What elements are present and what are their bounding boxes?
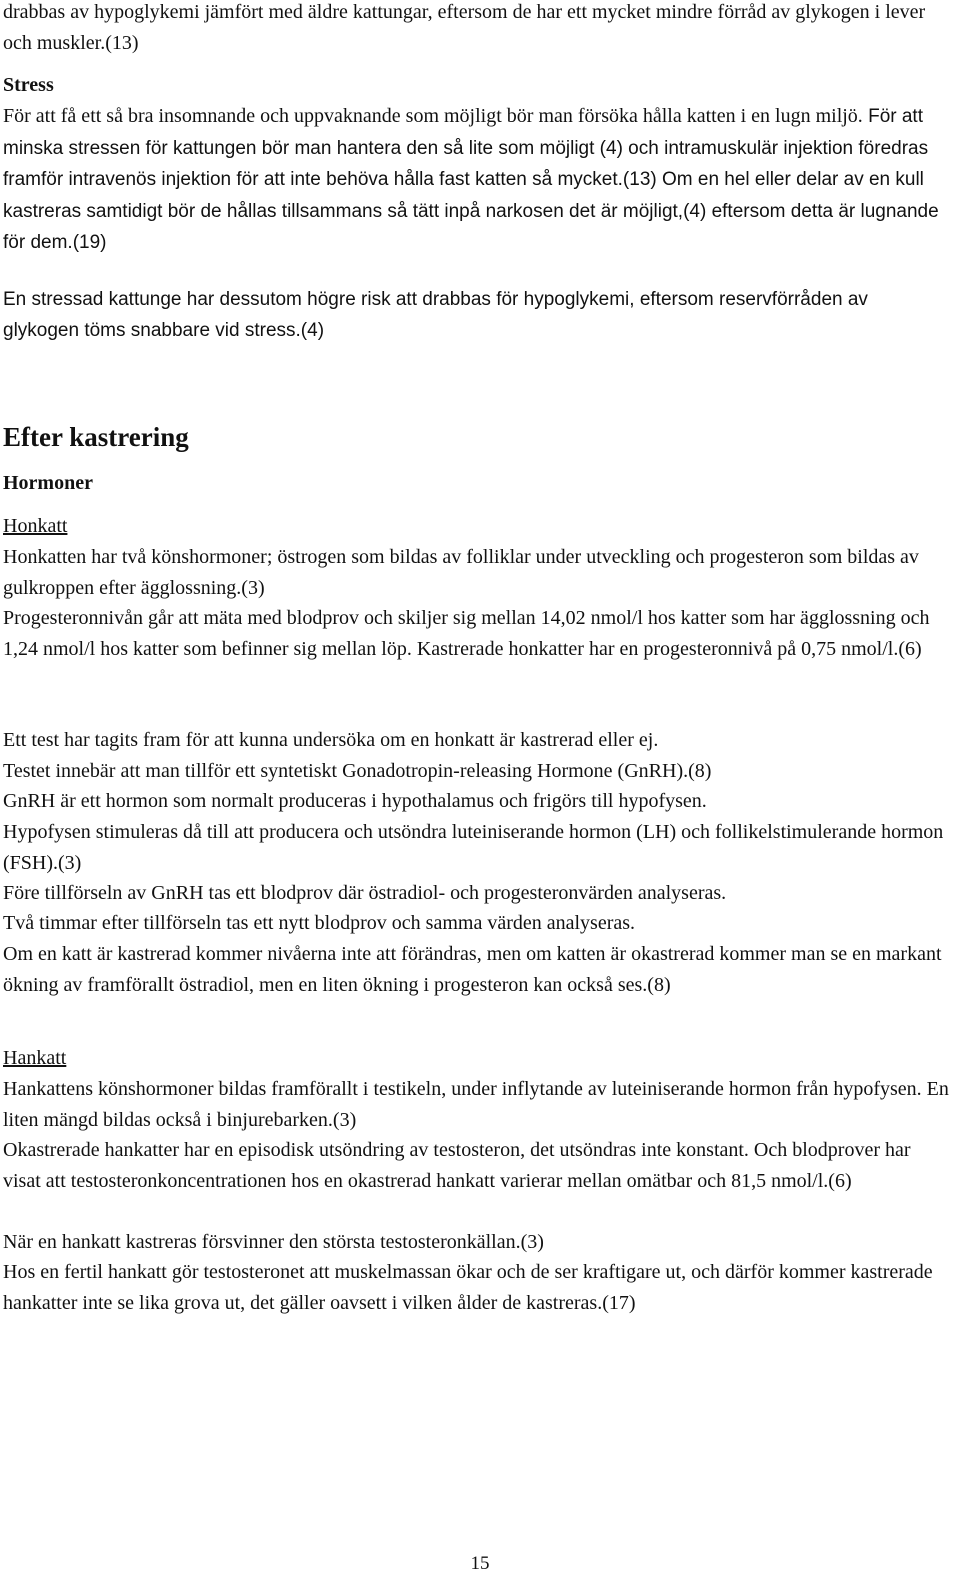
paragraph-honkatt-3: Ett test har tagits fram för att kunna undersöka om en honkatt är kastrerad eller ej.: [3, 729, 659, 751]
paragraph-stress-1: [3, 101, 949, 259]
stress-text-b: För att minska stressen för kattungen bör man hantera den så lite som möjligt (4) och intramuskulär injektion föredras framför intravenös injektion för att inte behöva hålla fast katten så mycket.(13) Om en hel eller delar av en kull kastreras samtidigt bör de hållas tillsammans så tätt inpå narkosen det är möjligt,(4) eftersom detta är lugnande för dem.(19): [3, 106, 939, 253]
paragraph-honkatt-7: Före tillförseln av GnRH tas ett blodprov där östradiol- och progesteronvärden analyseras.: [3, 882, 727, 904]
paragraph-stress-2: En stressad kattunge har dessutom högre risk att drabbas för hypoglykemi, eftersom reservförråden av glykogen töms snabbare vid stress.(4): [3, 289, 868, 341]
paragraph-honkatt-8: Två timmar efter tillförseln tas ett nytt blodprov och samma värden analyseras.: [3, 912, 636, 934]
paragraph-honkatt-1: Honkatten har två könshormoner; östrogen som bildas av folliklar under utveckling och progesteron som bildas av gulkroppen efter ägglossning.(3): [3, 546, 919, 599]
paragraph-hankatt-4: Hos en fertil hankatt gör testosteronet att muskelmassan ökar och de ser kraftigare ut, och därför kommer kastrerade hankatter inte se lika grova ut, det gäller oavsett i vilken ålder de kastreras.(17): [3, 1261, 933, 1314]
paragraph-honkatt-5: GnRH är ett hormon som normalt produceras i hypothalamus och frigörs till hypofysen.: [3, 790, 707, 812]
heading-hankatt: Hankatt: [3, 1047, 67, 1069]
paragraph-hypoglycemia: drabbas av hypoglykemi jämfört med äldre kattungar, eftersom de har ett mycket mindre förråd av glykogen i lever och muskler.(13): [3, 1, 926, 54]
paragraph-honkatt-2: Progesteronnivån går att mäta med blodprov och skiljer sig mellan 14,02 nmol/l hos katter som har ägglossning och 1,24 nmol/l hos katter som befinner sig mellan löp. Kastrerade honkatter har en progesteronnivå på 0,75 nmol/l.(6): [3, 607, 930, 660]
paragraph-hankatt-2: Okastrerade hankatter har en episodisk utsöndring av testosteron, det utsöndras inte konstant. Och blodprover har visat att testosteronkoncentrationen hos en okastrerad hankatt varierar mellan omätbar och 81,5 nmol/l.(6): [3, 1139, 911, 1192]
page-number: 15: [470, 1553, 490, 1574]
stress-text-a: För att få ett så bra insomnande och uppvaknande som möjligt bör man försöka hålla katten i en lugn miljö.: [3, 105, 863, 127]
paragraph-hankatt-1: Hankattens könshormoner bildas framförallt i testikeln, under inflytande av luteiniserande hormon från hypofysen. En liten mängd bildas också i binjurebarken.(3): [3, 1078, 949, 1131]
paragraph-honkatt-6: Hypofysen stimuleras då till att producera och utsöndra luteiniserande hormon (LH) och follikelstimulerande hormon (FSH).(3): [3, 821, 944, 874]
paragraph-honkatt-4: Testet innebär att man tillför ett syntetiskt Gonadotropin-releasing Hormone (GnRH).(8): [3, 760, 712, 782]
paragraph-honkatt-9: Om en katt är kastrerad kommer nivåerna inte att förändras, men om katten är okastrerad kommer man se en markant ökning av framförallt östradiol, men en liten ökning i progesteron kan också ses.(8): [3, 943, 942, 996]
heading-hormoner: Hormoner: [3, 472, 93, 494]
heading-stress: Stress: [3, 74, 54, 96]
heading-efter-kastrering: Efter kastrering: [3, 422, 189, 452]
paragraph-hankatt-3: När en hankatt kastreras försvinner den största testosteronkällan.(3): [3, 1231, 544, 1253]
heading-honkatt: Honkatt: [3, 515, 68, 537]
